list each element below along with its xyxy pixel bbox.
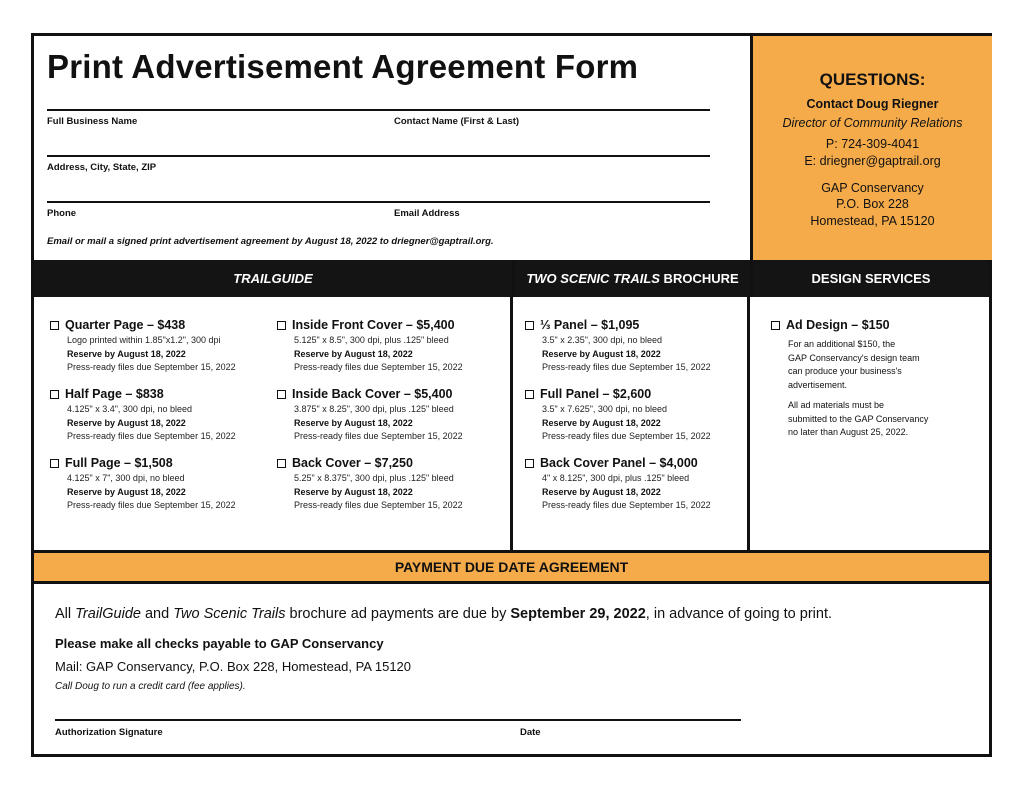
ad-option[interactable] — [67, 317, 236, 375]
option-title: Ad Design – $150 — [786, 318, 890, 332]
contact-role: Director of Community Relations — [782, 116, 963, 130]
option-due: Press-ready files due September 15, 2022 — [542, 500, 711, 510]
brochure-header — [512, 260, 750, 297]
design-text: can produce your business's — [788, 366, 902, 376]
text-part: brochure ad payments are due by — [285, 606, 511, 622]
design-text: submitted to the GAP Conservancy — [788, 413, 929, 424]
due-date: September 29, 2022 — [510, 606, 646, 622]
org-name: GAP Conservancy — [821, 181, 924, 195]
option-title: Inside Front Cover – $5,400 — [292, 318, 455, 332]
option-dims: 4.125" x 3.4", 300 dpi, no bleed — [67, 404, 192, 414]
ad-option[interactable] — [294, 317, 472, 375]
ad-option[interactable] — [542, 317, 711, 375]
option-title: Quarter Page – $438 — [65, 318, 186, 332]
payment-due-statement — [55, 606, 832, 622]
design-option[interactable] — [788, 317, 928, 440]
option-due: Press-ready files due September 15, 2022 — [67, 500, 236, 510]
ad-option[interactable] — [294, 455, 463, 513]
page-title: Print Advertisement Agreement Form — [47, 48, 639, 85]
phone-label: Phone — [47, 208, 77, 219]
option-reserve: Reserve by August 18, 2022 — [542, 417, 661, 428]
org-city: Homestead, PA 15120 — [810, 214, 935, 228]
column-divider — [747, 297, 750, 550]
questions-panel — [750, 36, 992, 260]
contact-name: Contact Doug Riegner — [806, 97, 939, 111]
brochure-heading — [515, 260, 750, 297]
checkbox-icon[interactable] — [771, 321, 780, 330]
submission-note: Email or mail a signed print advertisement agreement by August 18, 2022 to driegner@gaptrail.org. — [47, 236, 494, 247]
text-part: Two Scenic Trails — [173, 606, 286, 622]
design-text: no later than August 25, 2022. — [788, 427, 909, 437]
checkbox-icon[interactable] — [525, 390, 534, 399]
signature-label: Authorization Signature — [55, 727, 163, 738]
brochure-heading-italic: TWO SCENIC TRAILS — [526, 271, 660, 286]
ad-option[interactable] — [67, 455, 236, 513]
mail-address: Mail: GAP Conservancy, P.O. Box 228, Homestead, PA 15120 — [55, 659, 412, 674]
option-dims: 3.5" x 2.35", 300 dpi, no bleed — [542, 335, 662, 345]
ad-option[interactable] — [542, 386, 711, 444]
design-text: advertisement. — [788, 379, 848, 390]
checkbox-icon[interactable] — [50, 390, 59, 399]
option-reserve: Reserve by August 18, 2022 — [542, 348, 661, 359]
option-dims: Logo printed within 1.85"x1.2", 300 dpi — [67, 335, 221, 345]
checkbox-icon[interactable] — [277, 321, 286, 330]
option-title: Half Page – $838 — [65, 387, 164, 401]
option-reserve: Reserve by August 18, 2022 — [294, 417, 413, 428]
option-dims: 5.125" x 8.5", 300 dpi, plus .125" bleed — [294, 335, 449, 345]
contact-label: Contact Name (First & Last) — [394, 116, 520, 127]
option-dims: 3.5" x 7.625", 300 dpi, no bleed — [542, 404, 667, 414]
checkbox-icon[interactable] — [50, 459, 59, 468]
design-text: GAP Conservancy's design team — [788, 352, 920, 363]
option-due: Press-ready files due September 15, 2022 — [542, 362, 711, 372]
checkbox-icon[interactable] — [525, 321, 534, 330]
option-due: Press-ready files due September 15, 2022 — [542, 431, 711, 441]
questions-heading: QUESTIONS: — [819, 70, 926, 89]
text-part: TrailGuide — [75, 606, 141, 622]
text-part: and — [140, 606, 174, 622]
option-due: Press-ready files due September 15, 2022 — [294, 431, 463, 441]
option-reserve: Reserve by August 18, 2022 — [67, 348, 186, 359]
checkbox-icon[interactable] — [277, 390, 286, 399]
payment-header — [34, 550, 989, 584]
option-dims: 4" x 8.125", 300 dpi, plus .125" bleed — [542, 473, 690, 483]
option-reserve: Reserve by August 18, 2022 — [542, 486, 661, 497]
signature-line[interactable] — [55, 719, 741, 721]
phone-email-line[interactable] — [47, 201, 710, 203]
design-header — [750, 260, 989, 297]
date-label: Date — [520, 727, 541, 738]
ad-option[interactable] — [542, 455, 715, 513]
design-heading: DESIGN SERVICES — [811, 271, 931, 286]
option-dims: 3.875" x 8.25", 300 dpi, plus .125" bleed — [294, 404, 454, 414]
trailguide-header — [34, 260, 512, 297]
design-text: For an additional $150, the — [788, 339, 896, 349]
option-reserve: Reserve by August 18, 2022 — [67, 417, 186, 428]
text-part: , in advance of going to print. — [645, 606, 833, 622]
option-due: Press-ready files due September 15, 2022 — [67, 362, 236, 372]
option-title: Full Page – $1,508 — [65, 456, 173, 470]
checkbox-icon[interactable] — [525, 459, 534, 468]
column-divider — [510, 297, 513, 550]
option-due: Press-ready files due September 15, 2022 — [294, 362, 463, 372]
org-box: P.O. Box 228 — [836, 197, 909, 211]
address-label: Address, City, State, ZIP — [47, 162, 157, 173]
trailguide-heading: TRAILGUIDE — [233, 271, 313, 286]
design-text: All ad materials must be — [788, 400, 885, 410]
checkbox-icon[interactable] — [277, 459, 286, 468]
ad-option[interactable] — [294, 386, 470, 444]
business-label: Full Business Name — [47, 116, 138, 127]
option-reserve: Reserve by August 18, 2022 — [294, 348, 413, 359]
text-part: All — [55, 606, 76, 622]
payment-heading: PAYMENT DUE DATE AGREEMENT — [394, 559, 629, 575]
brochure-heading-rest: BROCHURE — [659, 271, 739, 286]
option-title: Inside Back Cover – $5,400 — [292, 387, 453, 401]
option-title: ⅓ Panel – $1,095 — [540, 318, 640, 332]
contact-phone: P: 724-309-4041 — [825, 137, 920, 151]
option-dims: 4.125" x 7", 300 dpi, no bleed — [67, 473, 185, 483]
checks-payable: Please make all checks payable to GAP Conservancy — [55, 636, 384, 651]
contact-email[interactable]: E: driegner@gaptrail.org — [804, 154, 941, 168]
option-due: Press-ready files due September 15, 2022 — [294, 500, 463, 510]
option-title: Back Cover Panel – $4,000 — [540, 456, 698, 470]
option-reserve: Reserve by August 18, 2022 — [294, 486, 413, 497]
ad-option[interactable] — [67, 386, 236, 444]
address-line[interactable] — [47, 155, 710, 157]
checkbox-icon[interactable] — [50, 321, 59, 330]
business-line[interactable] — [47, 109, 710, 111]
option-dims: 5.25" x 8.375", 300 dpi, plus .125" bleed — [294, 473, 454, 483]
option-reserve: Reserve by August 18, 2022 — [67, 486, 186, 497]
option-title: Full Panel – $2,600 — [540, 387, 652, 401]
option-due: Press-ready files due September 15, 2022 — [67, 431, 236, 441]
option-title: Back Cover – $7,250 — [292, 456, 413, 470]
credit-card-note: Call Doug to run a credit card (fee applies). — [55, 681, 246, 692]
email-label: Email Address — [394, 208, 460, 219]
